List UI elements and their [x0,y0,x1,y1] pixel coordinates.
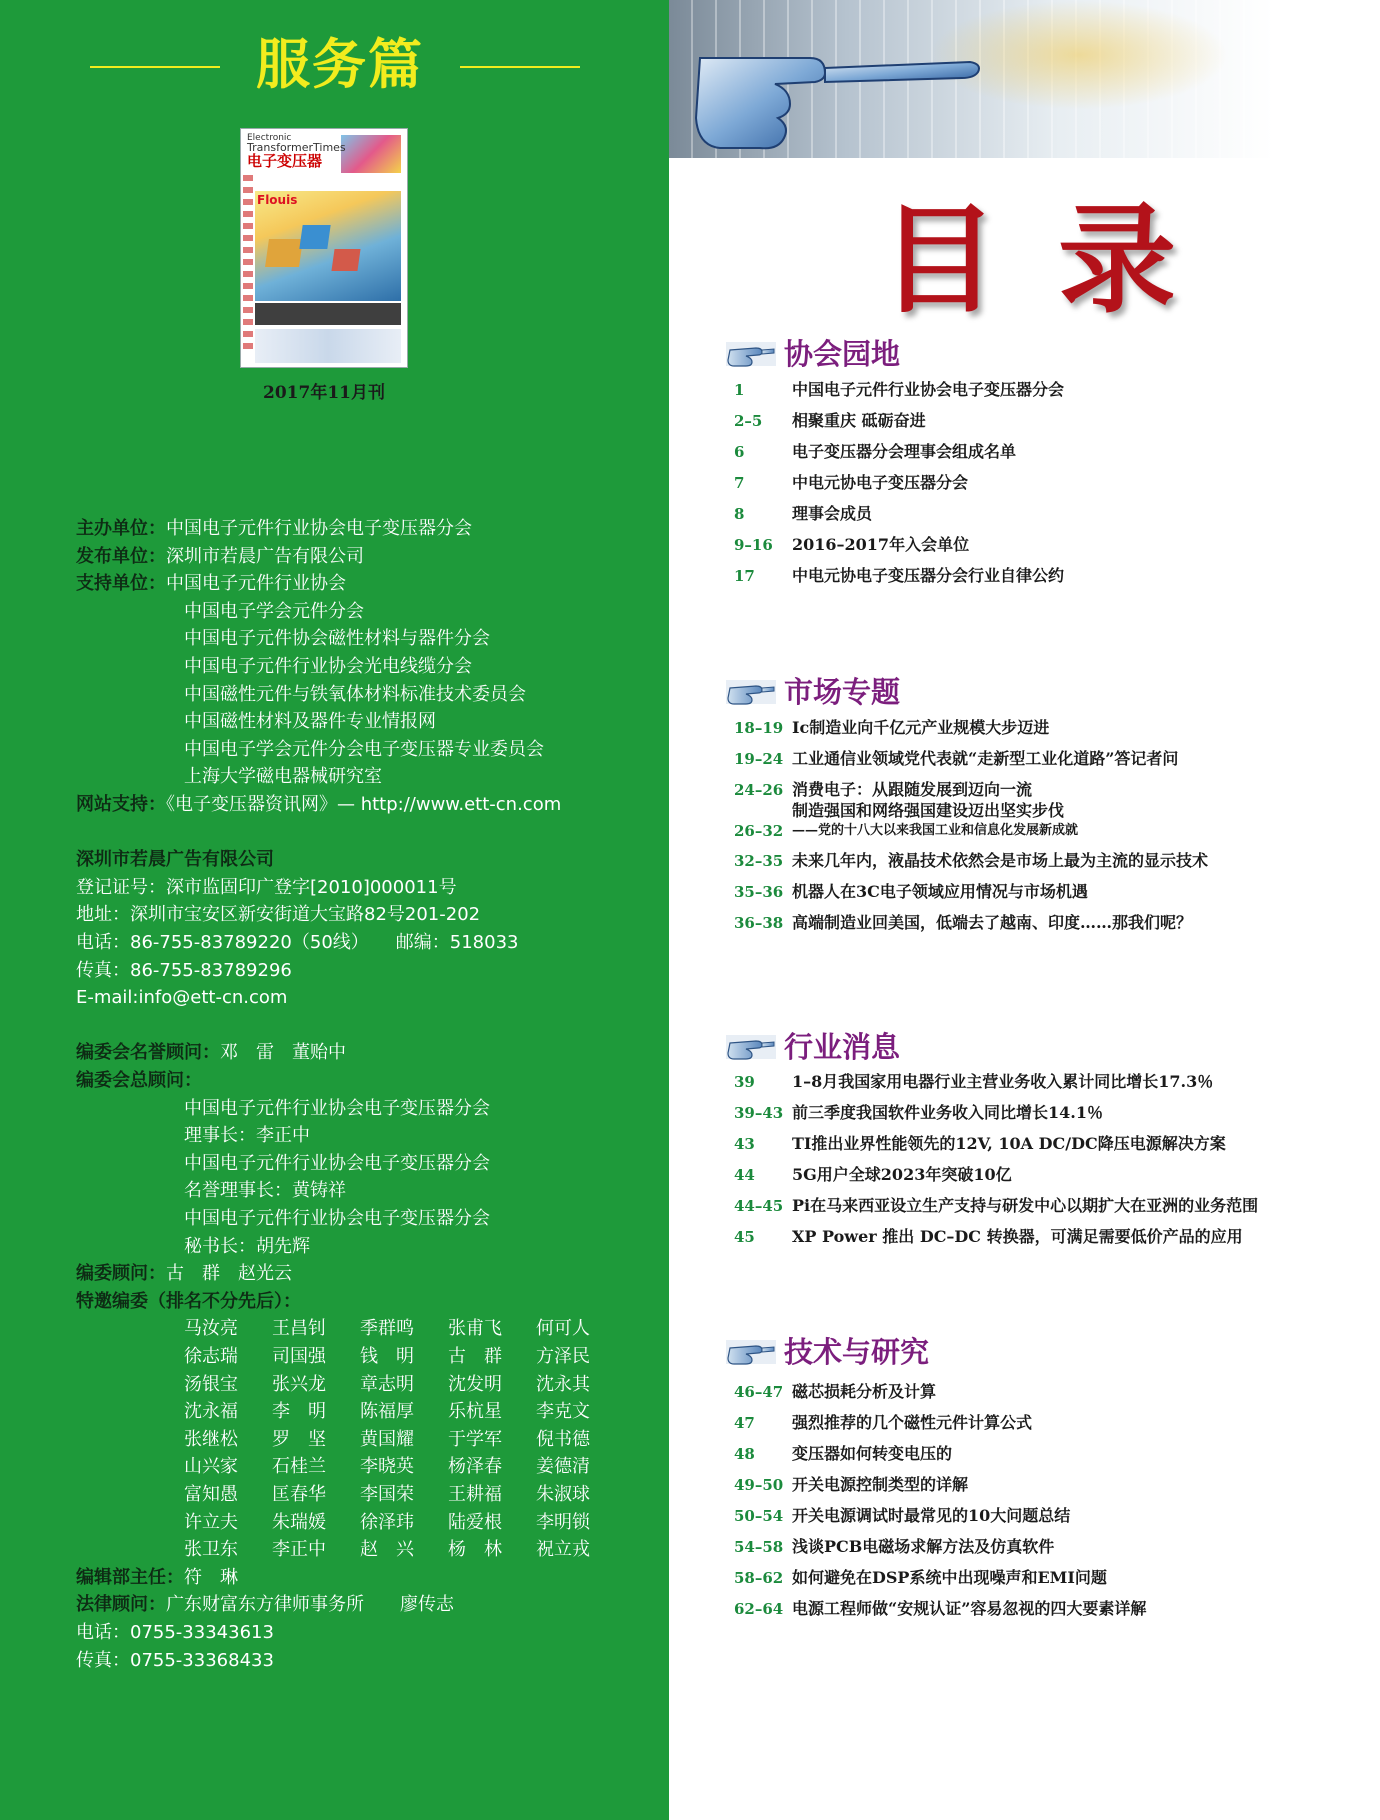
info-value: 中国电子元件行业协会电子变压器分会 [166,518,472,539]
info-label: 编委会名誉顾问： [76,1042,220,1064]
editor-name: 乐杭星 [448,1401,502,1423]
info-value: 名誉理事长：黄铸祥 [184,1180,346,1202]
cover-title-en-2: TransformerTimes [247,141,346,154]
info-value: 中国磁性元件与铁氧体材料标准技术委员会 [184,683,526,705]
editor-row [184,1510,624,1536]
cover-sidebar [243,175,253,355]
toc-entry-title: 开关电源调试时最常见的10大问题总结 [792,1506,1071,1525]
toc-page-number: 6 [734,443,745,461]
editor-name: 张继松 [184,1428,238,1450]
cover-masthead [247,133,401,170]
editor-name: 李正中 [272,1539,326,1561]
info-row [184,737,544,763]
pointing-hand-icon [690,18,990,168]
editor-name: 倪书德 [536,1428,590,1450]
toc-entry-title: 中国电子元件行业协会电子变压器分会 [792,380,1065,399]
toc-page-number: 32–35 [734,852,784,870]
toc-page-number: 58–62 [734,1569,784,1587]
info-label: 特邀编委（排名不分先后）： [76,1290,301,1312]
info-value: 秘书长：胡先辉 [184,1235,310,1257]
toc-section-title: 行业消息 [784,1030,901,1064]
editor-row [184,1399,624,1425]
toc-page-number: 50–54 [734,1507,784,1525]
info-label: 编委会总顾问： [76,1070,202,1091]
info-row [184,1178,346,1204]
info-row [76,1620,274,1646]
editor-name: 杨 林 [448,1539,502,1561]
editor-name: 朱瑞媛 [272,1511,326,1533]
editor-row [184,1537,624,1563]
info-row [76,1592,454,1618]
info-row [76,930,518,956]
toc-entry-title: 前三季度我国软件业务收入同比增长14.1％ [792,1103,1103,1122]
section-hand-icon [726,1029,776,1069]
info-value: 电话：0755-33343613 [76,1622,274,1643]
editor-name: 张甫飞 [448,1318,502,1340]
toc-page-number: 7 [734,474,745,492]
toc-section-title: 市场专题 [784,675,901,709]
toc-entry-title: Ic制造业向千亿元产业规模大步迈进 [792,718,1050,737]
toc-page-number: 17 [734,567,755,585]
editor-name: 古 群 [448,1346,502,1367]
info-value: 深圳市若晨广告有限公司 [166,545,364,567]
toc-page-number: 8 [734,505,745,523]
toc-entry-title: 高端制造业回美国，低端去了越南、印度……那我们呢？ [792,913,1193,932]
editor-name: 沈永其 [536,1373,590,1395]
info-label: 主办单位： [76,518,166,539]
editor-name: 张卫东 [184,1539,238,1561]
section-hand-icon [726,1334,776,1374]
editor-name: 陆爱根 [448,1511,502,1533]
toc-page-number: 2–5 [734,412,763,430]
left-service-panel [0,0,669,1820]
info-row [76,1040,346,1066]
toc-entry-title: 变压器如何转变电压的 [792,1444,953,1463]
toc-entry-title: 5G用户全球2023年突破10亿 [792,1165,1012,1184]
editor-name: 黄国耀 [360,1428,414,1450]
editor-name: 石桂兰 [272,1456,326,1478]
info-value: 登记证号：深市监固印广登字[2010]000011号 [76,876,457,898]
editor-row [184,1372,624,1398]
info-row [76,544,364,570]
toc-page-number: 47 [734,1414,755,1432]
info-row [76,1068,202,1094]
toc-entry-title: 理事会成员 [792,504,873,523]
toc-page-number: 36–38 [734,914,784,932]
toc-section-title: 协会园地 [784,337,901,371]
editor-name: 罗 坚 [272,1428,326,1450]
editor-name: 方泽民 [536,1346,590,1367]
toc-page-number: 46–47 [734,1383,784,1401]
info-value: 中国电子元件行业协会电子变压器分会 [184,1208,490,1229]
info-value: 符 琳 [184,1566,238,1588]
info-value: 中国电子元件行业协会电子变压器分会 [184,1097,490,1119]
service-title: 服务篇 [256,32,424,96]
info-row [76,516,472,542]
toc-page-number: 35–36 [734,883,784,901]
editor-name: 匡春华 [272,1484,326,1505]
cover-footer [255,329,401,363]
toc-page-number: 48 [734,1445,755,1463]
info-label: 编委顾问： [76,1263,166,1285]
info-value: 传真：0755-33368433 [76,1649,274,1671]
info-row [184,1206,490,1232]
toc-entry-title: 中电元协电子变压器分会 [792,473,969,492]
toc-page-number: 1 [734,381,745,399]
toc-page-number: 26–32 [734,822,784,840]
section-hand-icon [726,674,776,714]
info-row [184,654,472,680]
toc-page-number: 39 [734,1073,755,1091]
editor-row [184,1316,624,1342]
magazine-cover-thumbnail[interactable] [240,128,408,368]
info-row [76,1261,292,1287]
info-value: 中国电子学会元件分会电子变压器专业委员会 [184,738,544,760]
info-label: 支持单位： [76,573,166,595]
editor-name: 许立夫 [184,1511,238,1533]
toc-section-title: 技术与研究 [784,1335,930,1369]
toc-page-number: 54–58 [734,1538,784,1556]
info-label: 网站支持： [76,794,166,815]
toc-page-number: 44–45 [734,1197,784,1215]
info-value: E-mail:info@ett-cn.com [76,987,288,1009]
editor-name: 沈发明 [448,1373,502,1395]
info-label: 编辑部主任： [76,1566,184,1588]
info-value: 理事长：李正中 [184,1125,310,1147]
info-row [76,1565,238,1591]
editor-name: 于学军 [448,1428,502,1450]
editor-name: 徐泽玮 [360,1511,414,1533]
editor-name: 李 明 [272,1401,326,1423]
editor-name: 李国荣 [360,1484,414,1505]
info-value: 地址：深圳市宝安区新安街道大宝路82号201-202 [76,904,481,926]
toc-entry-title: 如何避免在DSP系统中出现噪声和EMI问题 [792,1568,1107,1587]
editor-name: 何可人 [536,1318,590,1340]
editor-name: 李明锁 [536,1511,590,1533]
editor-name: 马汝亮 [184,1318,238,1340]
toc-entry-title: 2016–2017年入会单位 [792,535,970,554]
toc-entry-title: 未来几年内，液晶技术依然会是市场上最为主流的显示技术 [792,851,1209,870]
cover-band [255,303,401,325]
info-row [76,1289,301,1315]
editor-row [184,1482,624,1508]
info-row [76,792,561,818]
service-section-header [90,22,580,96]
editor-name: 沈永福 [184,1401,238,1423]
editor-name: 王昌钊 [272,1318,326,1340]
info-label: 发布单位： [76,545,166,567]
toc-entry-title: 浅谈PCB电磁场求解方法及仿真软件 [792,1537,1055,1556]
toc-entry-title: 磁芯损耗分析及计算 [792,1382,937,1401]
info-value: 中国电子元件行业协会光电线缆分会 [184,656,472,677]
info-value: 上海大学磁电器械研究室 [184,766,382,788]
info-value: 《电子变压器资讯网》— http://www.ett-cn.com [166,794,562,815]
info-row [76,875,457,901]
info-row [76,902,480,928]
toc-page-number: 45 [734,1228,755,1246]
info-value: 电话：86-755-83789220（50线） 邮编：518033 [76,932,519,953]
toc-entry-title: 电子变压器分会理事会组成名单 [792,442,1017,461]
cover-cube [299,225,330,249]
toc-entry-title: 制造强国和网络强国建设迈出坚实步伐 [792,801,1065,820]
toc-page-number: 24–26 [734,781,784,799]
editor-name: 杨泽春 [448,1456,502,1478]
cover-cube [265,239,303,267]
toc-title: 目录 [880,190,1237,329]
toc-page-number: 19–24 [734,750,784,768]
info-value: 中国电子元件行业协会 [166,573,346,595]
info-value: 中国磁性材料及器件专业情报网 [184,711,436,733]
toc-page-number: 43 [734,1135,755,1153]
editor-name: 季群鸣 [360,1318,414,1340]
info-row [184,764,382,790]
info-row [76,985,287,1011]
toc-entry-title: 开关电源控制类型的详解 [792,1475,969,1494]
toc-entry-title: Pi在马来西亚设立生产支持与研发中心以期扩大在亚洲的业务范围 [792,1196,1259,1215]
info-row [76,958,292,984]
section-hand-icon [726,336,776,376]
toc-page-number: 39–43 [734,1104,784,1122]
editor-name: 祝立戎 [536,1539,590,1561]
toc-entry-title: 工业通信业领域党代表就“走新型工业化道路”答记者问 [792,749,1179,768]
toc-entry-subtitle: ——党的十八大以来我国工业和信息化发展新成就 [792,823,1079,838]
toc-page-number: 49–50 [734,1476,784,1494]
editor-name: 章志明 [360,1373,414,1395]
editor-name: 汤银宝 [184,1373,238,1395]
info-row [184,1123,310,1149]
info-value: 传真：86-755-83789296 [76,959,292,981]
editor-name: 王耕福 [448,1484,502,1505]
toc-entry-title: 消费电子：从跟随发展到迈向一流 [792,780,1033,799]
info-row [76,571,346,597]
info-row [184,682,526,708]
info-row [76,1648,274,1674]
info-value: 古 群 赵光云 [166,1263,292,1285]
editor-name: 山兴家 [184,1456,238,1478]
editor-name: 陈福厚 [360,1401,414,1423]
editor-name: 富知愚 [184,1484,238,1505]
info-row [184,1234,310,1260]
editor-name: 朱淑球 [536,1484,590,1505]
editor-name: 李克文 [536,1401,590,1423]
editor-name: 姜德清 [536,1456,590,1478]
info-label: 深圳市若晨广告有限公司 [76,849,274,871]
editor-name: 徐志瑞 [184,1346,238,1367]
toc-entry-title: 机器人在3C电子领域应用情况与市场机遇 [792,882,1088,901]
title-rule-right [460,66,580,68]
editor-name: 赵 兴 [360,1539,414,1561]
info-row [184,1096,490,1122]
info-value: 中国电子学会元件分会 [184,600,364,622]
title-rule-left [90,66,220,68]
editor-row [184,1344,624,1370]
cover-brand: Flouis [257,193,298,207]
editor-name: 李晓英 [360,1456,414,1478]
info-row [184,599,364,625]
toc-page-number: 9–16 [734,536,773,554]
cover-cube [331,249,360,271]
toc-entry-title: 1–8月我国家用电器行业主营业务收入累计同比增长17.3％ [792,1072,1214,1091]
editor-row [184,1427,624,1453]
toc-entry-title: TI推出业界性能领先的12V, 10A DC/DC降压电源解决方案 [792,1134,1226,1153]
info-label: 法律顾问： [76,1594,166,1616]
editor-name: 司国强 [272,1346,326,1367]
issue-date: 2017年11月刊 [263,383,385,403]
info-row [184,626,490,652]
editor-name: 钱 明 [360,1346,414,1367]
toc-entry-title: 电源工程师做“安规认证”容易忽视的四大要素详解 [792,1599,1147,1618]
info-row [184,709,436,735]
cover-title-zh: 电子变压器 [247,152,323,170]
toc-entry-title: 中电元协电子变压器分会行业自律公约 [792,566,1065,585]
cover-title-en-1: Electronic [247,133,292,143]
info-row [76,847,274,873]
info-value: 广东财富东方律师事务所 廖传志 [166,1594,454,1616]
info-value: 邓 雷 董贻中 [220,1042,346,1064]
toc-entry-title: XP Power 推出 DC–DC 转换器，可满足需要低价产品的应用 [792,1227,1243,1246]
toc-entry-title: 强烈推荐的几个磁性元件计算公式 [792,1413,1033,1432]
info-row [184,1151,490,1177]
info-value: 中国电子元件行业协会电子变压器分会 [184,1152,490,1174]
editor-name: 张兴龙 [272,1373,326,1395]
toc-page-number: 18–19 [734,719,784,737]
toc-page-number: 62–64 [734,1600,784,1618]
toc-page-number: 44 [734,1166,755,1184]
editor-row [184,1454,624,1480]
toc-entry-title: 相聚重庆 砥砺奋进 [792,411,926,430]
info-value: 中国电子元件协会磁性材料与器件分会 [184,628,490,650]
